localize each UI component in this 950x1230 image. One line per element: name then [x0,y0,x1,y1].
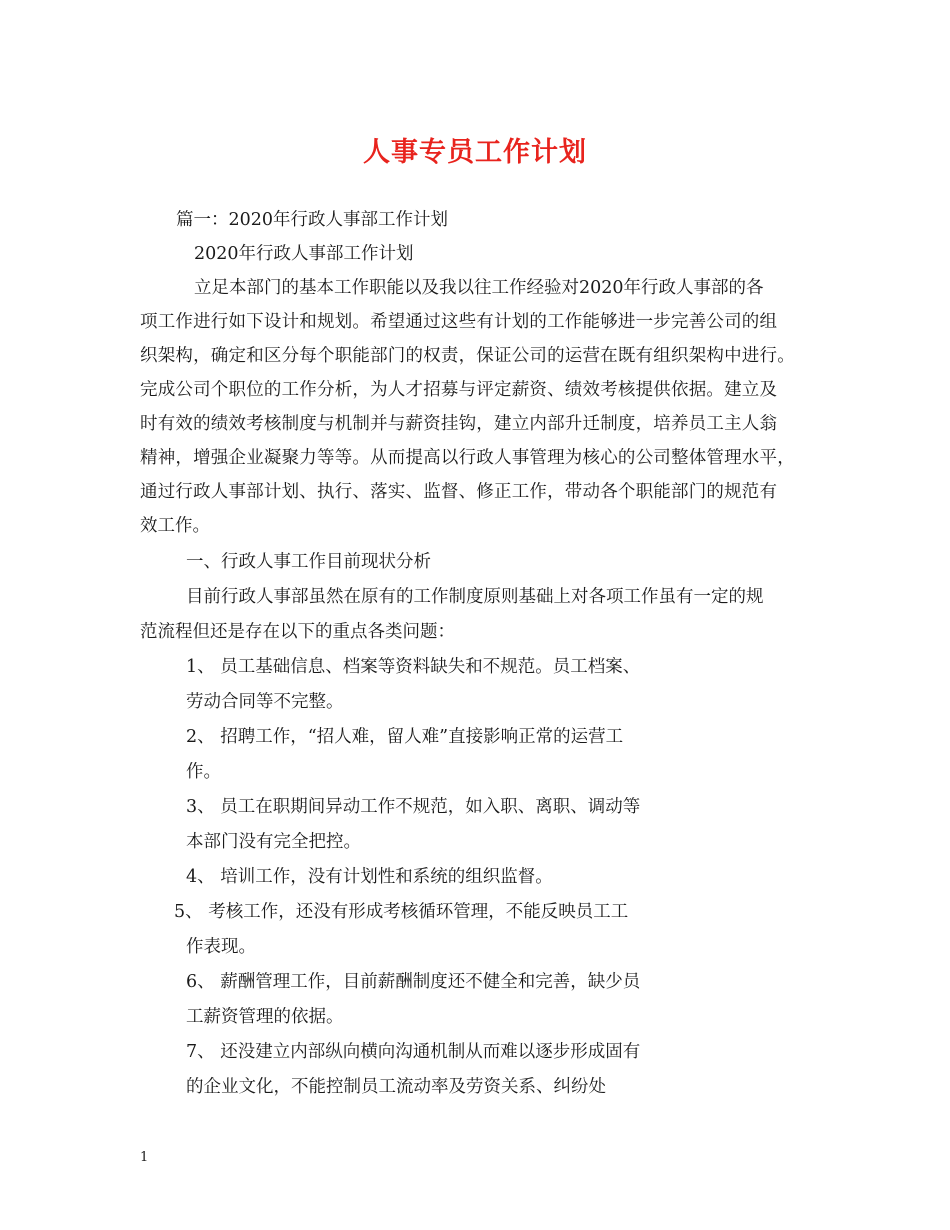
text-line: 精神，增强企业凝聚力等等。从而提高以行政人事管理为核心的公司整体管理水平， [140,448,795,468]
text-line: 立足本部门的基本工作职能以及我以往工作经验对2020年行政人事部的各 [194,278,764,298]
text-line: 织架构，确定和区分每个职能部门的权责，保证公司的运营在既有组织架构中进行。 [140,346,795,366]
section-heading: 一、行政人事工作目前现状分析 [186,552,431,572]
list-item-1-cont: 劳动合同等不完整。 [186,692,344,712]
text-line: 效工作。 [140,516,210,536]
list-item-2-cont: 作。 [186,762,221,782]
text-line: 2020年行政人事部工作计划 [194,244,414,264]
list-item-1: 1、 员工基础信息、档案等资料缺失和不规范。员工档案、 [186,657,641,677]
list-item-3: 3、 员工在职期间异动工作不规范，如入职、离职、调动等 [186,797,641,817]
text-line: 范流程但还是存在以下的重点各类问题： [140,622,455,642]
list-item-6: 6、 薪酬管理工作，目前薪酬制度还不健全和完善，缺少员 [186,972,641,992]
list-item-6-cont: 工薪资管理的依据。 [186,1007,344,1027]
text-line: 通过行政人事部计划、执行、落实、监督、修正工作，带动各个职能部门的规范有 [140,482,778,502]
page-number: 1 [140,1150,149,1165]
text-line: 目前行政人事部虽然在原有的工作制度原则基础上对各项工作虽有一定的规 [186,587,764,607]
text-line: 项工作进行如下设计和规划。希望通过这些有计划的工作能够进一步完善公司的组 [140,312,778,332]
list-item-4: 4、 培训工作，没有计划性和系统的组织监督。 [186,867,553,887]
list-item-5-cont: 作表现。 [186,937,256,957]
list-item-3-cont: 本部门没有完全把控。 [186,832,361,852]
list-item-7-cont: 的企业文化，不能控制员工流动率及劳资关系、纠纷处 [186,1077,606,1097]
list-item-7: 7、 还没建立内部纵向横向沟通机制从而难以逐步形成固有 [186,1042,641,1062]
list-item-5: 5、 考核工作，还没有形成考核循环管理，不能反映员工工 [174,902,629,922]
list-item-2: 2、 招聘工作，“招人难，留人难”直接影响正常的运营工 [186,727,624,747]
text-line: 篇一：2020年行政人事部工作计划 [176,210,449,230]
document-title: 人事专员工作计划 [363,137,587,168]
text-line: 完成公司个职位的工作分析，为人才招募与评定薪资、绩效考核提供依据。建立及 [140,380,778,400]
text-line: 时有效的绩效考核制度与机制并与薪资挂钩，建立内部升迁制度，培养员工主人翁 [140,414,778,434]
